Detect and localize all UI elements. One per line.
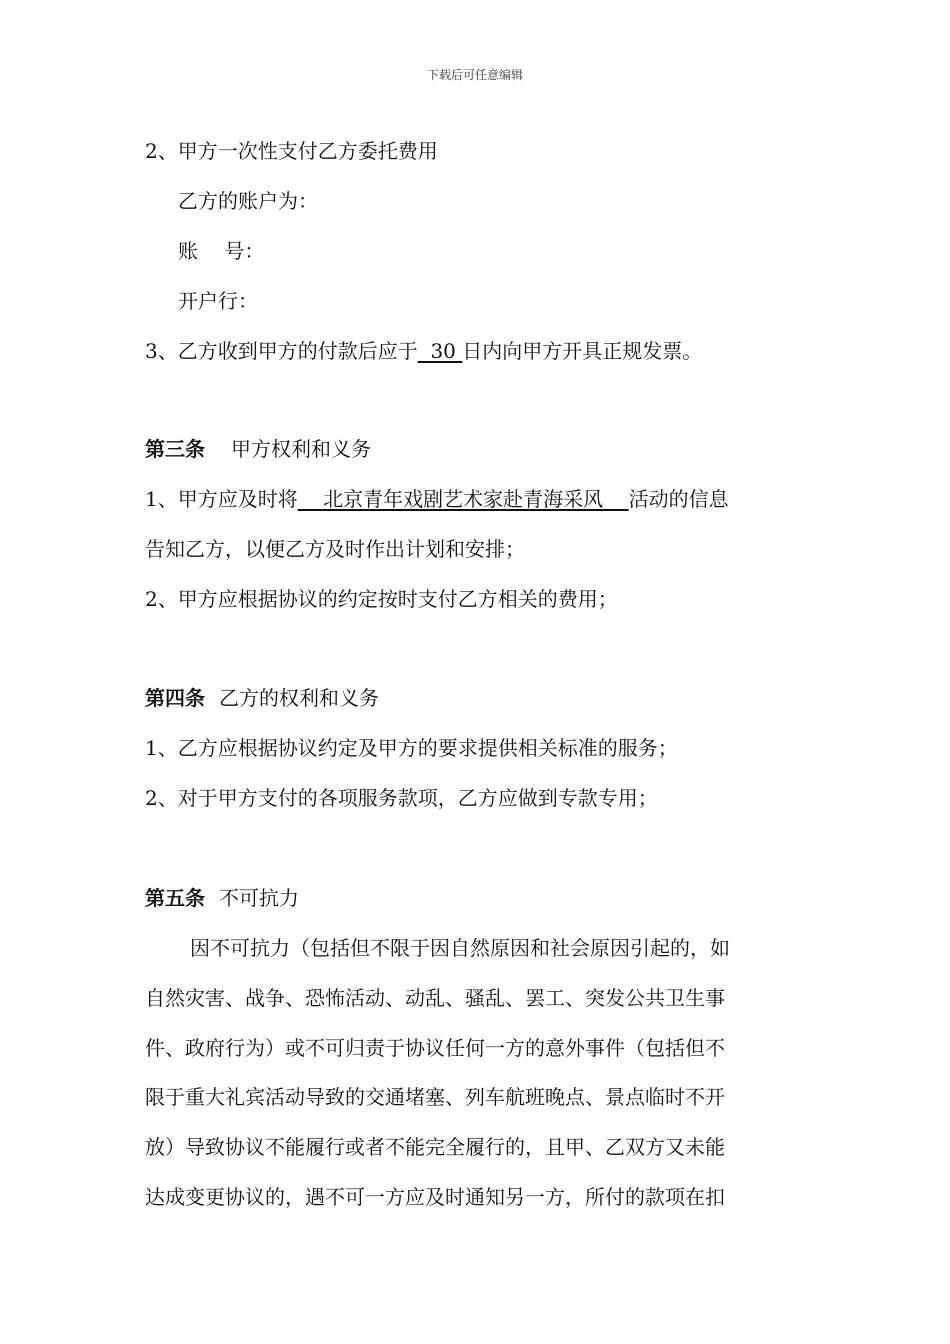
article-5-subject: 不可抗力	[219, 886, 299, 910]
event-name: 北京青年戏剧艺术家赴青海采风	[297, 487, 629, 511]
article-3-title: 第三条	[145, 437, 205, 461]
article-5-paragraph-line-4: 限于重大礼宾活动导致的交通堵塞、列车航班晚点、景点临时不开	[145, 1085, 725, 1109]
article-5-heading	[145, 885, 815, 911]
article-3-item-1-suffix: 活动的信息	[628, 487, 729, 511]
article-3-item-2: 2、甲方应根据协议的约定按时支付乙方相关的费用；	[145, 587, 618, 611]
article-3-item-1-prefix: 1、甲方应及时将	[145, 487, 298, 511]
article-4-subject: 乙方的权利和义务	[219, 686, 379, 710]
account-number-label: 账 号：	[178, 239, 265, 263]
article-5-paragraph-line-3: 件、政府行为）或不可归责于协议任何一方的意外事件（包括但不	[145, 1036, 725, 1060]
article-5-paragraph-line-5: 放）导致协议不能履行或者不能完全履行的，且甲、乙双方又未能	[145, 1135, 725, 1159]
article-5-paragraph-line-1: 因不可抗力（包括但不限于因自然原因和社会原因引起的，如	[190, 936, 730, 960]
account-label: 乙方的账户为：	[178, 189, 318, 213]
article-4-title: 第四条	[145, 686, 205, 710]
invoice-days: 30	[417, 339, 463, 363]
article-4-item-2: 2、对于甲方支付的各项服务款项，乙方应做到专款专用；	[145, 786, 658, 810]
article-3-heading	[145, 436, 815, 462]
article-3-item-1	[145, 486, 815, 512]
article-5-paragraph-line-6: 达成变更协议的，遇不可一方应及时通知另一方，所付的款项在扣	[145, 1185, 725, 1209]
payment-item-3	[145, 338, 815, 364]
payment-item-3-suffix: 日内向甲方开具正规发票。	[462, 339, 703, 363]
header-note: 下载后可任意编辑	[426, 68, 523, 82]
article-3-subject: 甲方权利和义务	[231, 437, 371, 461]
payment-item-2: 2、甲方一次性支付乙方委托费用	[145, 139, 438, 163]
article-4-item-1: 1、乙方应根据协议约定及甲方的要求提供相关标准的服务；	[145, 736, 678, 760]
article-3-item-1-continued: 告知乙方，以便乙方及时作出计划和安排；	[145, 537, 525, 561]
article-4-heading	[145, 685, 815, 711]
article-5-title: 第五条	[145, 886, 205, 910]
bank-label: 开户行：	[178, 289, 258, 313]
payment-item-3-prefix: 3、乙方收到甲方的付款后应于	[145, 339, 418, 363]
article-5-paragraph-line-2: 自然灾害、战争、恐怖活动、动乱、骚乱、罢工、突发公共卫生事	[145, 986, 725, 1010]
